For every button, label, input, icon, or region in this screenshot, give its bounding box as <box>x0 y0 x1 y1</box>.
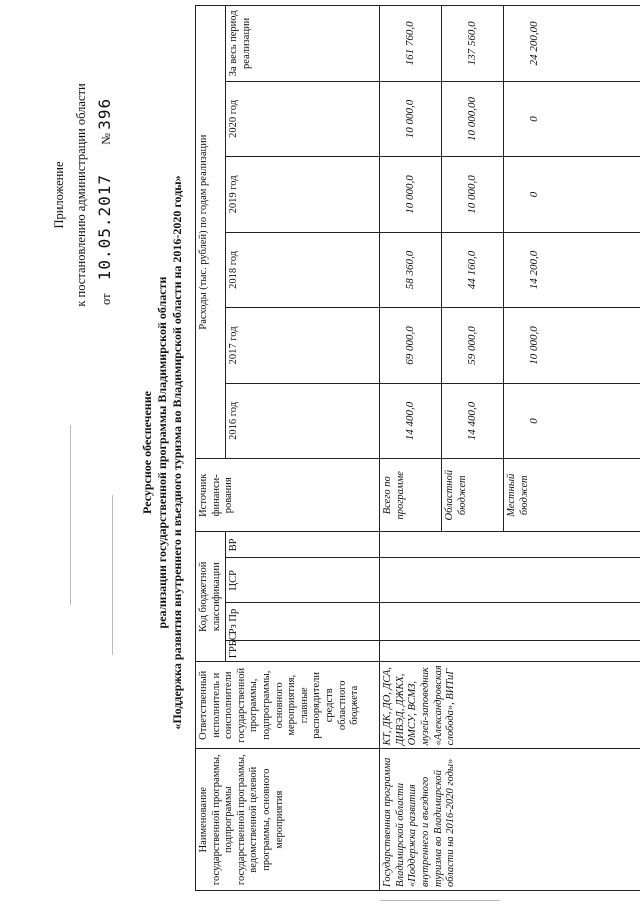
col-budget-code-header: Код бюджетной классификации <box>196 532 226 662</box>
year-2017-header: 2017 год <box>226 308 380 384</box>
date-value: 10.05.2017 <box>95 173 114 281</box>
value-cell: 10 000,0 <box>380 81 442 157</box>
value-cell: 10 000,0 <box>442 157 504 233</box>
year-2018-header: 2018 год <box>226 232 380 308</box>
col-rzpr-header: Рз Пр <box>226 603 380 641</box>
value-cell: 14 400,0 <box>442 383 504 459</box>
scan-artifact <box>112 495 113 655</box>
header-row-1 <box>196 6 226 891</box>
total-period-header: За весь период реализации <box>226 6 380 82</box>
value-cell: 58 360,0 <box>380 232 442 308</box>
value-cell: 0 <box>504 157 640 233</box>
titles <box>140 0 185 905</box>
number-value: 396 <box>95 97 114 130</box>
value-cell: 0 <box>504 81 640 157</box>
program-responsible-cell: КТ, ДК, ДО, ДСА, ДИВЭД, ДЖКХ, ОМСУ, ВСМЗ, музей-заповедник «Александровская слобода», ВИТиГ <box>380 662 640 749</box>
value-cell: 10 000,0 <box>504 308 640 384</box>
value-cell: 10 000,0 <box>380 157 442 233</box>
appendix-block <box>52 45 67 345</box>
source-cell: Всего по программе <box>380 459 442 532</box>
vr-cell <box>380 532 640 558</box>
grbs-cell <box>380 640 640 661</box>
value-cell: 59 000,0 <box>442 308 504 384</box>
scan-artifact <box>380 900 500 901</box>
year-2019-header: 2019 год <box>226 157 380 233</box>
col-grbs-header: ГРБС <box>226 640 380 661</box>
source-cell: Областной бюджет <box>442 459 504 532</box>
value-cell: 69 000,0 <box>380 308 442 384</box>
resource-table <box>195 5 640 891</box>
appendix-label: Приложение <box>52 161 66 229</box>
date-prefix: от <box>99 293 113 305</box>
value-cell: 14 200,0 <box>504 232 640 308</box>
scan-artifact <box>70 425 71 605</box>
col-vr-header: ВР <box>226 532 380 558</box>
csr-cell <box>380 558 640 603</box>
date-line <box>95 98 114 305</box>
title-line-1: Ресурсное обеспечение <box>140 391 154 514</box>
value-cell: 10 000,00 <box>442 81 504 157</box>
value-cell: 24 200,00 <box>504 6 640 82</box>
rzpr-cell <box>380 603 640 641</box>
col-source-header: Источник финанси-рования <box>196 459 380 532</box>
value-cell: 14 400,0 <box>380 383 442 459</box>
program-name-cell: Государственная программа Владимирской области «Поддержка развития внутреннего и въездного туризма во Владимирской области на 2016-2020 годы» <box>380 749 640 891</box>
value-cell: 44 160,0 <box>442 232 504 308</box>
value-cell: 0 <box>504 383 640 459</box>
title-line-3: «Поддержка развития внутреннего и въездного туризма во Владимирской области на 2016-2020 годы» <box>170 175 184 730</box>
appendix-to: к постановлению администрации области <box>74 83 88 307</box>
col-responsible-header: Ответственный исполнитель и соисполнители государственной программы, подпрограммы, основного мероприятия, главные распорядители средств областного бюджета <box>196 662 380 749</box>
table-row <box>380 6 442 891</box>
value-cell: 161 760,0 <box>380 6 442 82</box>
value-cell: 137 560,0 <box>442 6 504 82</box>
col-expenses-header: Расходы (тыс. рублей) по годам реализации <box>196 6 226 459</box>
year-2020-header: 2020 год <box>226 81 380 157</box>
title-line-2: реализации государственной программы Владимирской области <box>155 276 169 629</box>
source-cell: Местный бюджет <box>504 459 640 532</box>
year-2016-header: 2016 год <box>226 383 380 459</box>
col-csr-header: ЦСР <box>226 558 380 603</box>
number-prefix: № <box>99 132 113 145</box>
col-name-header: Наименование государственной программы, подпрограммы государственной программы, ведомственной целевой программы, основного мероприятия <box>196 749 380 891</box>
